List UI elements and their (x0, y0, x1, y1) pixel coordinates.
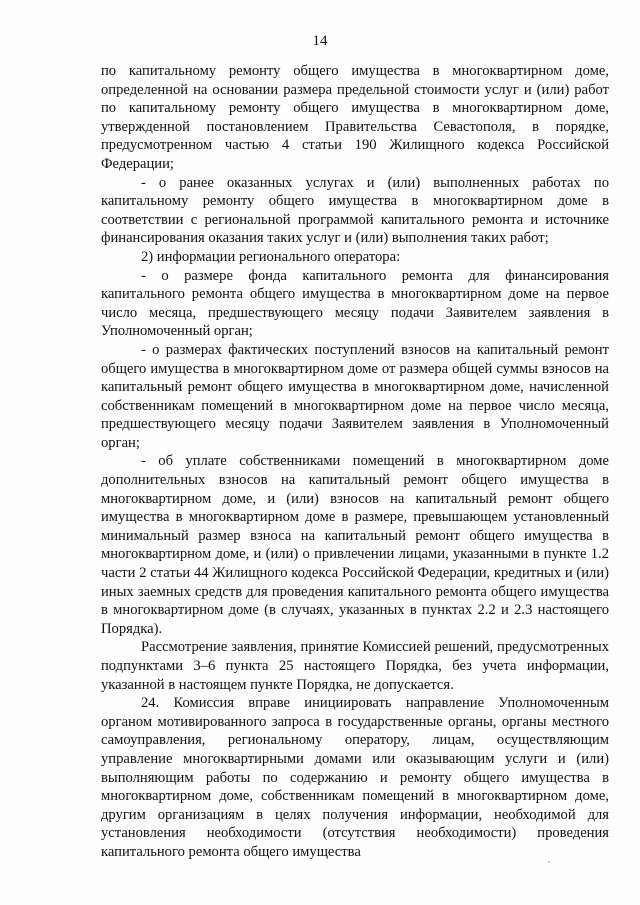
paragraph-actual-receipts: - о размерах фактических поступлений взносов на капитальный ремонт общего имущества в многоквартирном доме от размера общей суммы взносов на капитальный ремонт общего имущества в многоквартирном доме, начисленной собственникам помещений в многоквартирном доме на первое число месяца, предшествующего месяцу подачи Заявителем заявления в Уполномоченный орган; (101, 341, 609, 451)
paragraph-fund-size: - о размере фонда капитального ремонта для финансирования капитального ремонта общего имущества в многоквартирном доме на первое число месяца, предшествующего месяцу подачи Заявителем заявления в Уполномоченный орган; (101, 267, 609, 340)
page-number: 14 (312, 33, 328, 49)
paragraph-consideration-rule: Рассмотрение заявления, принятие Комиссией решений, предусмотренных подпунктами 3–6 пункта 25 настоящего Порядка, без учета информации, указанной в настоящем пункте Порядка, не допускается. (101, 639, 609, 693)
paragraph-additional-contributions: - об уплате собственниками помещений в многоквартирном доме дополнительных взносов на капитальный ремонт общего имущества в многоквартирном доме, и (или) взносов на капитальный ремонт общего имущества в многоквартирном доме в размере, превышающем установленный минимальный размер взноса на капитальный ремонт общего имущества в многоквартирном доме, и (или) о привлечении лицами, указанными в пункте 1.2 части 2 статьи 44 Жилищного кодекса Российской Федерации, кредитных и (или) иных заемных средств для проведения капитального ремонта общего имущества в многоквартирном доме (в случаях, указанных в пунктах 2.2 и 2.3 настоящего Порядка). (101, 453, 609, 637)
paragraph-item-24: 24. Комиссия вправе инициировать направление Уполномоченным органом мотивированного запроса в государственные органы, органы местного самоуправления, региональному оператору, лицам, осуществляющим управление многоквартирными домами или оказывающим услуги и (или) выполняющим работы по содержанию и ремонту общего имущества в многоквартирном доме, собственникам помещений в многоквартирном доме, другим организациям в целях получения информации, необходимой для установления необходимости (отсутствия необходимости) проведения капитального ремонта общего имущества (101, 695, 609, 860)
paragraph-regional-operator-heading: 2) информации регионального оператора: (141, 248, 401, 265)
document-body (101, 62, 609, 862)
scan-artifact (548, 861, 550, 863)
paragraph-cost-determination: по капитальному ремонту общего имущества в многоквартирном доме, определенной на основании размера предельной стоимости услуг и (или) работ по капитальному ремонту общего имущества в многоквартирном доме, утвержденной постановлением Правительства Севастополя, в порядке, предусмотренном частью 4 статьи 190 Жилищного кодекса Российской Федерации; (101, 63, 609, 172)
paragraph-previous-works: - о ранее оказанных услугах и (или) выполненных работах по капитальному ремонту общего имущества в многоквартирном доме в соответствии с региональной программой капитального ремонта и источнике финансирования оказания таких услуг и (или) выполнения таких работ; (101, 174, 609, 247)
